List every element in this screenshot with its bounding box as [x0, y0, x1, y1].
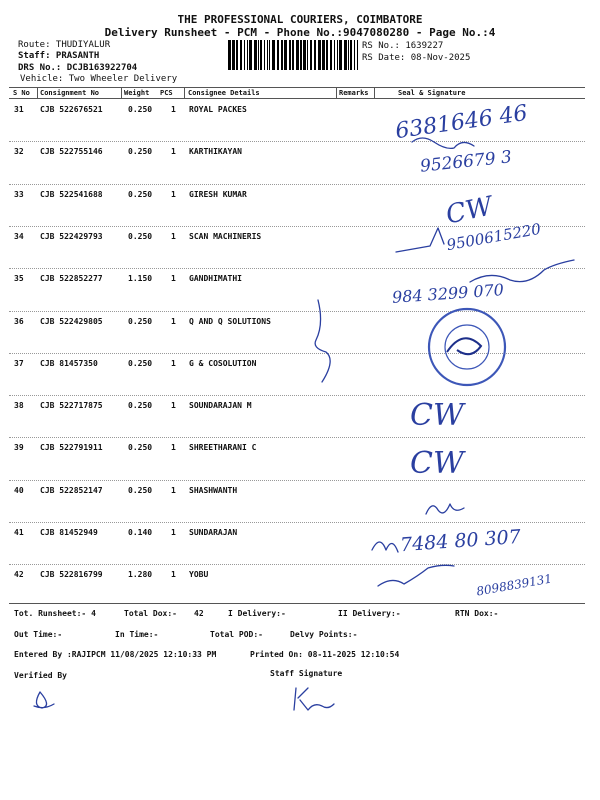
- row-pcs: 1: [171, 105, 176, 114]
- row-consignee: ROYAL PACKES: [189, 105, 247, 114]
- col-pcs: PCS: [160, 89, 173, 97]
- row-pcs: 1: [171, 570, 176, 580]
- company-stamp: [429, 309, 505, 385]
- signature-scribble: [315, 300, 330, 382]
- row-pcs: 1: [171, 316, 176, 326]
- row-sno: 36: [14, 316, 24, 326]
- row-consignment-no: CJB 522755146: [40, 147, 103, 157]
- row-weight: 0.250: [128, 316, 153, 326]
- vehicle-label: Vehicle: Two Wheeler Delivery: [20, 74, 178, 84]
- col-remarks: Remarks: [339, 89, 369, 97]
- in-time: In Time:-: [115, 630, 159, 639]
- drs-number: DRS No.: DCJB163922704: [18, 63, 138, 73]
- row-consignment-no: CJB 522541688: [40, 189, 103, 199]
- staff-label: Staff: PRASANTH: [18, 51, 100, 61]
- row-consignee: GANDHIMATHI: [189, 274, 242, 284]
- row-sno: 40: [14, 485, 24, 495]
- verified-signature: [34, 692, 54, 708]
- rs-date: RS Date: 08-Nov-2025: [362, 53, 471, 63]
- row-pcs: 1: [171, 443, 176, 453]
- row-pcs: 1: [171, 274, 176, 284]
- col-weight: Weight: [124, 89, 150, 97]
- row-consignee: KARTHIKAYAN: [189, 147, 242, 157]
- row-sno: 39: [14, 443, 24, 453]
- runsheet-subtitle: Delivery Runsheet - PCM - Phone No.:9047080280 - Page No.:4: [104, 26, 496, 39]
- total-dox-value: 42: [194, 609, 204, 618]
- staff-signature-label: Staff Signature: [270, 669, 343, 678]
- row-sno: 37: [14, 358, 24, 368]
- row-sno: 34: [14, 231, 24, 241]
- row-weight: 0.250: [128, 358, 153, 368]
- row-consignment-no: CJB 522791911: [40, 443, 103, 453]
- row-weight: 0.250: [128, 147, 153, 157]
- row-weight: 0.140: [128, 528, 153, 537]
- row-consignment-no: CJB 522429805: [40, 316, 103, 326]
- handwritten-phone: 8098839131: [475, 571, 553, 599]
- signature-scribble: [412, 138, 474, 148]
- row-consignment-no: CJB 522717875: [40, 401, 103, 411]
- delivery-points: Delvy Points:-: [290, 630, 358, 639]
- row-weight: 1.280: [128, 570, 153, 580]
- row-consignee: Q AND Q SOLUTIONS: [189, 316, 271, 326]
- route-label: Route: THUDIYALUR: [18, 40, 111, 50]
- row-consignment-no: CJB 522852277: [40, 274, 103, 284]
- handwritten-phone: 984 3299 070: [391, 280, 505, 307]
- handwritten-phone: 9526679 3: [419, 147, 513, 177]
- row-consignment-no: CJB 81452949: [40, 528, 98, 537]
- out-time: Out Time:-: [14, 630, 63, 639]
- row-sno: 32: [14, 147, 24, 157]
- signature-scribble: [470, 260, 574, 282]
- row-weight: 0.250: [128, 105, 153, 114]
- row-consignment-no: CJB 522676521: [40, 105, 103, 114]
- row-weight: 0.250: [128, 231, 153, 241]
- row-sno: 42: [14, 570, 24, 580]
- verified-by-label: Verified By: [14, 671, 67, 680]
- row-pcs: 1: [171, 528, 176, 537]
- row-weight: 0.250: [128, 189, 153, 199]
- rtn-dox: RTN Dox:-: [455, 609, 499, 618]
- total-pod: Total POD:-: [210, 630, 263, 639]
- company-title: THE PROFESSIONAL COURIERS, COIMBATORE: [177, 13, 423, 26]
- signature-scribble: [378, 565, 454, 586]
- row-consignee: SCAN MACHINERIS: [189, 231, 262, 241]
- row-pcs: 1: [171, 189, 176, 199]
- staff-signature-mark: [294, 688, 334, 710]
- printed-on: Printed On: 08-11-2025 12:10:54: [250, 650, 400, 659]
- handwritten-phone: 6381646 46: [393, 100, 530, 145]
- row-sno: 35: [14, 274, 24, 284]
- table-bottom-rule: [9, 603, 585, 604]
- total-dox-label: Total Dox:-: [124, 609, 177, 618]
- row-consignee: SOUNDARAJAN M: [189, 401, 252, 411]
- handwritten-cw: CW: [410, 446, 464, 481]
- row-pcs: 1: [171, 401, 176, 411]
- col-seal-signature: Seal & Signature: [398, 89, 466, 97]
- row-sno: 31: [14, 105, 24, 114]
- row-sno: 38: [14, 401, 24, 411]
- row-sno: 33: [14, 189, 24, 199]
- col-consignment: Consignment No: [40, 89, 100, 97]
- signature-scribble: [426, 504, 464, 514]
- row-pcs: 1: [171, 485, 176, 495]
- row-consignment-no: CJB 81457350: [40, 358, 98, 368]
- handwritten-phone: 9500615220: [445, 219, 543, 255]
- ii-delivery: II Delivery:-: [338, 609, 401, 618]
- col-consignee: Consignee Details: [188, 89, 260, 97]
- rs-number: RS No.: 1639227: [362, 41, 444, 51]
- row-weight: 0.250: [128, 443, 153, 453]
- tot-runsheet: Tot. Runsheet:- 4: [14, 609, 96, 618]
- row-consignee: G & COSOLUTION: [189, 358, 257, 368]
- handwritten-cw: CW: [443, 191, 496, 231]
- row-consignee: SHREETHARANI C: [189, 443, 257, 453]
- entered-by: Entered By :RAJIPCM 11/08/2025 12:10:33 PM: [14, 650, 217, 659]
- row-consignee: SHASHWANTH: [189, 485, 238, 495]
- row-pcs: 1: [171, 231, 176, 241]
- row-consignee: SUNDARAJAN: [189, 528, 238, 537]
- handwritten-phone: 7484 80 307: [399, 525, 522, 557]
- row-consignee: GIRESH KUMAR: [189, 189, 247, 199]
- row-sno: 41: [14, 528, 24, 537]
- row-pcs: 1: [171, 147, 176, 157]
- signature-scribble: [372, 542, 398, 552]
- row-consignee: YOBU: [189, 570, 209, 580]
- signature-scribble: [396, 228, 444, 252]
- row-consignment-no: CJB 522852147: [40, 485, 103, 495]
- row-weight: 0.250: [128, 401, 153, 411]
- col-sno: S No: [13, 89, 30, 97]
- row-consignment-no: CJB 522816799: [40, 570, 103, 580]
- handwritten-cw: CW: [410, 398, 464, 433]
- row-weight: 1.150: [128, 274, 153, 284]
- row-consignment-no: CJB 522429793: [40, 231, 103, 241]
- row-weight: 0.250: [128, 485, 153, 495]
- row-pcs: 1: [171, 358, 176, 368]
- i-delivery: I Delivery:-: [228, 609, 286, 618]
